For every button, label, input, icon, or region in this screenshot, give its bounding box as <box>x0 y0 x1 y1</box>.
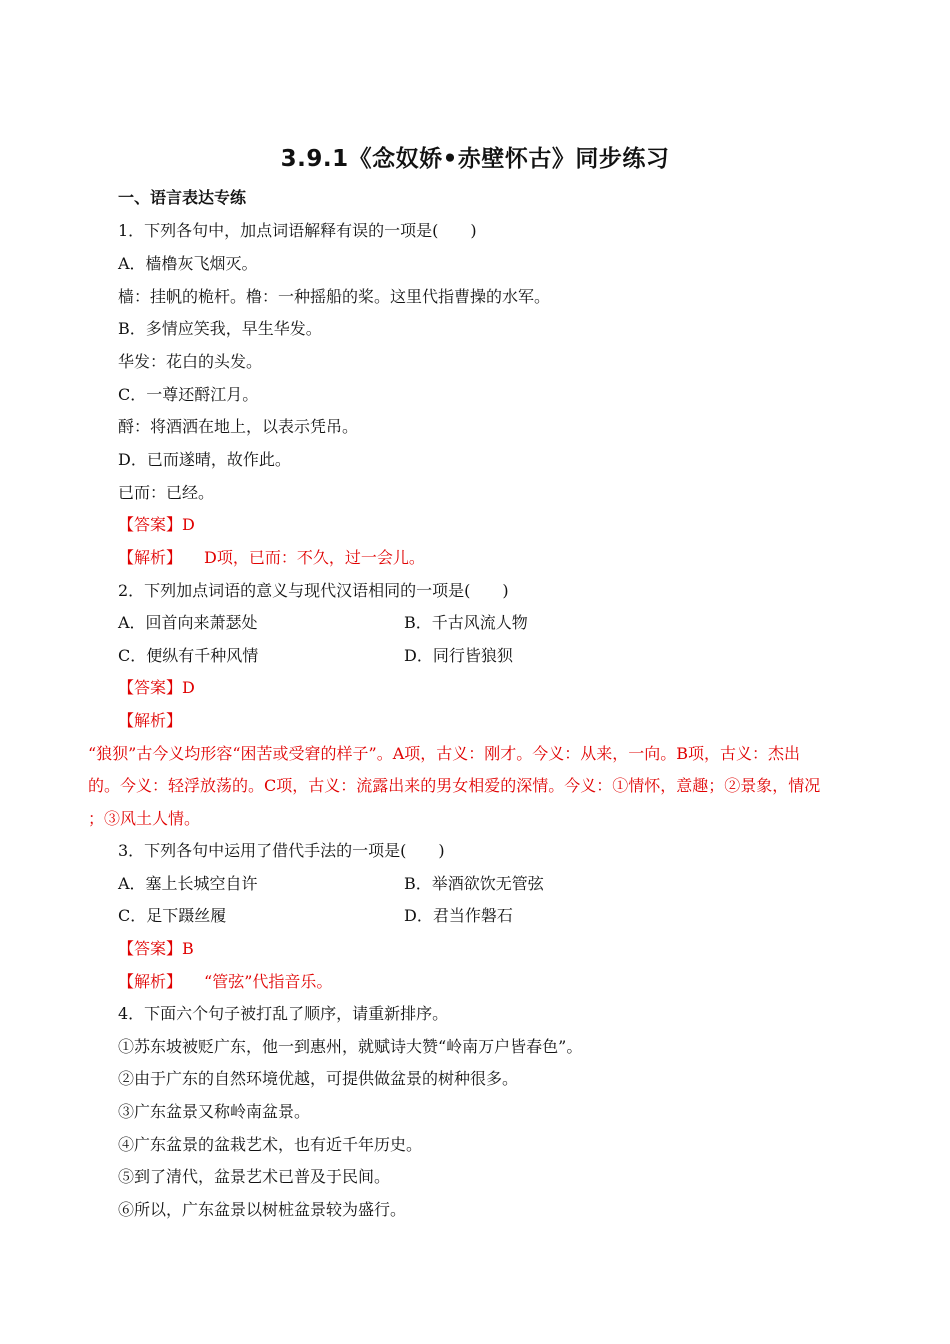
q1-answer: 【答案】D <box>118 515 195 534</box>
q3-answer: 【答案】B <box>118 939 194 958</box>
q2-analysis-line-2: 的。今义：轻浮放荡的。C项，古义：流露出来的男女相爱的深情。今义：①情怀，意趣；②景象，情况 <box>88 776 821 795</box>
q4-sentence-1: ①苏东坡被贬广东，他一到惠州，就赋诗大赞“岭南万户皆春色”。 <box>118 1037 583 1056</box>
q1-option-a-note: 樯：挂帆的桅杆。橹：一种摇船的桨。这里代指曹操的水军。 <box>118 287 551 306</box>
q1-stem: 1．下列各句中，加点词语解释有误的一项是( ) <box>118 221 477 240</box>
q1-option-d-note: 已而：已经。 <box>118 483 215 502</box>
q1-option-b: B．多情应笑我，早生华发。 <box>118 319 322 338</box>
q4-sentence-2: ②由于广东的自然环境优越，可提供做盆景的树种很多。 <box>118 1069 519 1088</box>
q2-option-d: D．同行皆狼狈 <box>404 646 513 665</box>
q3-analysis-label: 【解析】 <box>118 972 183 991</box>
q1-analysis <box>118 547 425 569</box>
q3-option-c: C．足下蹑丝履 <box>118 906 227 925</box>
q3-analysis-text: “管弦”代指音乐。 <box>204 972 333 991</box>
q3-analysis <box>118 971 332 993</box>
section-heading: 一、语言表达专练 <box>118 188 247 207</box>
q3-option-a: A．塞上长城空自许 <box>118 874 258 893</box>
q1-option-a: A．樯橹灰飞烟灭。 <box>118 254 258 273</box>
q2-stem: 2．下列加点词语的意义与现代汉语相同的一项是( ) <box>118 581 509 600</box>
q1-option-c: C．一尊还酹江月。 <box>118 385 259 404</box>
q2-option-b: B．千古风流人物 <box>404 613 528 632</box>
page-title: 3.9.1《念奴娇•赤壁怀古》同步练习 <box>280 146 670 172</box>
q2-option-c: C．便纵有千种风情 <box>118 646 259 665</box>
q2-option-a: A．回首向来萧瑟处 <box>118 613 258 632</box>
q2-analysis-label: 【解析】 <box>118 711 183 730</box>
q3-option-d: D．君当作磐石 <box>404 906 513 925</box>
q1-option-c-note: 酹：将酒洒在地上，以表示凭吊。 <box>118 417 359 436</box>
q1-option-b-note: 华发：花白的头发。 <box>118 352 263 371</box>
q4-sentence-3: ③广东盆景又称岭南盆景。 <box>118 1102 311 1121</box>
q3-option-b: B．举酒欲饮无管弦 <box>404 874 544 893</box>
q1-analysis-label: 【解析】 <box>118 548 183 567</box>
q4-stem: 4．下面六个句子被打乱了顺序，请重新排序。 <box>118 1004 449 1023</box>
q2-analysis-line-3: ；③风土人情。 <box>88 809 201 828</box>
q1-option-d: D．已而遂晴，故作此。 <box>118 450 291 469</box>
q4-sentence-6: ⑥所以，广东盆景以树桩盆景较为盛行。 <box>118 1200 407 1219</box>
q2-answer: 【答案】D <box>118 678 195 697</box>
q4-sentence-5: ⑤到了清代，盆景艺术已普及于民间。 <box>118 1167 391 1186</box>
q1-analysis-text: D项，已而：不久，过一会儿。 <box>204 548 425 567</box>
q2-analysis-line-1: “狼狈”古今义均形容“困苦或受窘的样子”。A项，古义：刚才。今义：从来，一向。B项，古义：杰出 <box>88 744 801 763</box>
q4-sentence-4: ④广东盆景的盆栽艺术，也有近千年历史。 <box>118 1135 423 1154</box>
q3-stem: 3．下列各句中运用了借代手法的一项是( ) <box>118 841 445 860</box>
